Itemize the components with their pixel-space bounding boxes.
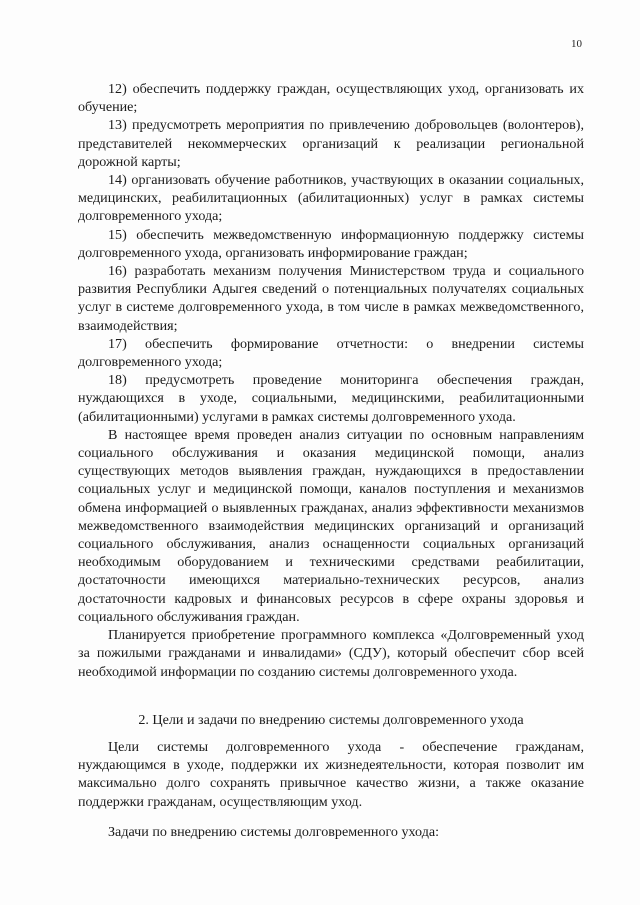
list-item: 12) обеспечить поддержку граждан, осуществляющих уход, организовать их обучение; (78, 81, 584, 116)
list-item: 18) предусмотреть проведение мониторинга обеспечения граждан, нуждающихся в уходе, социальными, медицинскими, реабилитационными (абилитационными) услугами в рамках системы долговременного ухода. (78, 372, 584, 425)
list-item: 16) разработать механизм получения Министерством труда и социального развития Республики Адыгея сведений о потенциальных получателях социальных услуг в системе долговременного ухода, в том числе в рамках межведомственного, взаимодействия; (78, 263, 584, 334)
page-number: 10 (571, 38, 582, 50)
list-item: 14) организовать обучение работников, участвующих в оказании социальных, медицинских, реабилитационных (абилитационных) услуг в рамках системы долговременного ухода; (78, 172, 584, 225)
analysis-paragraph: В настоящее время проведен анализ ситуации по основным направлениям социального обслуживания и оказания медицинской помощи, анализ существующих методов выявления граждан, нуждающихся в предоставлении социальных услуг и медицинской помощи, каналов поступления и механизмов обмена информацией о выявленных гражданах, анализ эффективности механизмов межведомственного взаимодействия медицинских организаций и организаций социального обслуживания, анализ оснащенности социальных организаций необходимым оборудованием и техническими средствами реабилитации, достаточности имеющихся материально-технических ресурсов, анализ достаточности кадровых и финансовых ресурсов в сфере охраны здоровья и социального обслуживания граждан. (78, 426, 584, 625)
list-item: 17) обеспечить формирование отчетности: о внедрении системы долговременного ухода; (78, 335, 584, 371)
section-heading: 2. Цели и задачи по внедрению системы долговременного ухода (138, 711, 524, 728)
tasks-intro: Задачи по внедрению системы долговременного ухода: (108, 823, 440, 840)
list-item: 13) предусмотреть мероприятия по привлечению добровольцев (волонтеров), представителей некоммерческих организаций к реализации региональной дорожной карты; (78, 117, 584, 170)
list-item: 15) обеспечить межведомственную информационную поддержку системы долговременного ухода, организовать информирование граждан; (78, 226, 584, 261)
goals-paragraph: Цели системы долговременного ухода - обеспечение гражданам, нуждающимся в уходе, поддержки их жизнедеятельности, которая позволит им максимально долго сохранять привычное качество жизни, а также оказание поддержки гражданам, осуществляющим уход. (78, 738, 584, 810)
software-paragraph: Планируется приобретение программного комплекса «Долговременный уход за пожилыми гражданами и инвалидами» (СДУ), который обеспечит сбор всей необходимой информации по созданию системы долговременного ухода. (78, 627, 584, 680)
document-body (78, 80, 584, 841)
